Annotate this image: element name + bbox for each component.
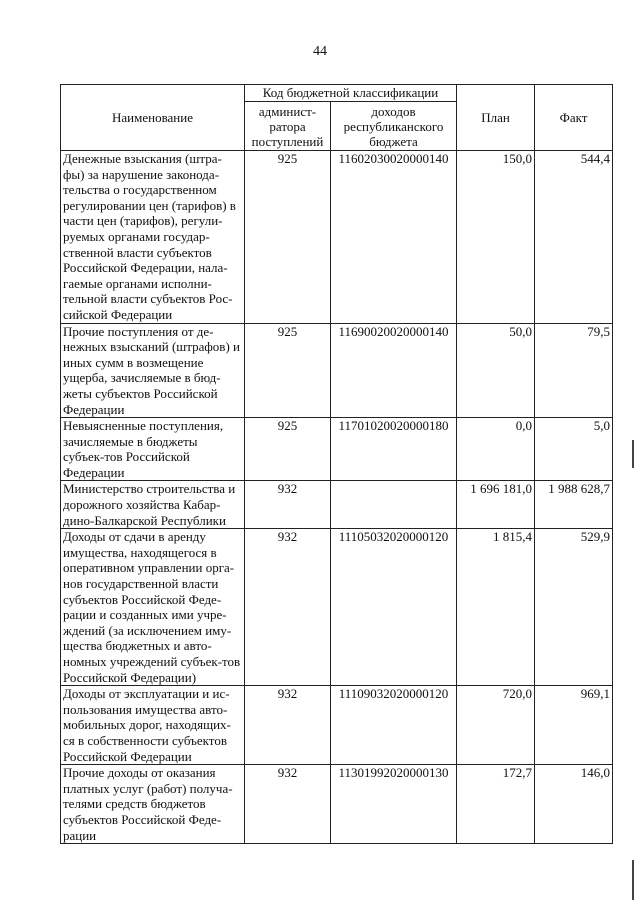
row-plan: 1 696 181,0 <box>457 481 535 529</box>
table-row <box>61 686 613 765</box>
row-admin-code: 925 <box>245 323 331 418</box>
row-plan: 50,0 <box>457 323 535 418</box>
header-administrator: админист-ратора поступлений <box>245 102 331 151</box>
row-revenue-code: 11701020020000180 <box>331 418 457 481</box>
row-plan: 0,0 <box>457 418 535 481</box>
row-revenue-code <box>331 481 457 529</box>
row-plan: 150,0 <box>457 151 535 324</box>
table-row <box>61 481 613 529</box>
row-plan: 720,0 <box>457 686 535 765</box>
scan-edge-mark <box>632 860 634 900</box>
scan-edge-mark <box>632 440 634 468</box>
row-admin-code: 932 <box>245 686 331 765</box>
table-row <box>61 151 613 324</box>
row-plan: 1 815,4 <box>457 529 535 686</box>
row-fact: 544,4 <box>535 151 613 324</box>
row-admin-code: 932 <box>245 529 331 686</box>
table-row <box>61 529 613 686</box>
row-name: Денежные взыскания (штра-фы) за нарушение законода-тельства о государственном регулировании цен (тарифов) в части цен (тарифов), регули-руемых органами государ-ственной власти субъектов Российской Федерации, нала-гаемые органами исполни-тельной власти субъектов Рос-сийской Федерации <box>61 151 245 324</box>
row-name: Невыясненные поступления, зачисляемые в бюджеты субъек-тов Российской Федерации <box>61 418 245 481</box>
row-revenue-code: 11301992020000130 <box>331 765 457 844</box>
row-fact: 969,1 <box>535 686 613 765</box>
row-name: Прочие доходы от оказания платных услуг (работ) получа-телями средств бюджетов субъектов Российской Феде-рации <box>61 765 245 844</box>
header-plan: План <box>457 85 535 151</box>
row-revenue-code: 11105032020000120 <box>331 529 457 686</box>
header-fact: Факт <box>535 85 613 151</box>
row-admin-code: 925 <box>245 418 331 481</box>
revenue-table <box>60 84 613 844</box>
header-revenue-code: доходов республиканского бюджета <box>331 102 457 151</box>
table-body <box>61 151 613 844</box>
row-name: Министерство строительства и дорожного хозяйства Кабар-дино-Балкарской Республики <box>61 481 245 529</box>
row-revenue-code: 11690020020000140 <box>331 323 457 418</box>
row-admin-code: 932 <box>245 481 331 529</box>
row-admin-code: 925 <box>245 151 331 324</box>
row-revenue-code: 11109032020000120 <box>331 686 457 765</box>
row-revenue-code: 11602030020000140 <box>331 151 457 324</box>
row-fact: 5,0 <box>535 418 613 481</box>
row-name: Прочие поступления от де-нежных взысканий (штрафов) и иных сумм в возмещение ущерба, зачисляемые в бюд-жеты субъектов Российской Федерации <box>61 323 245 418</box>
header-budget-code: Код бюджетной классификации <box>245 85 457 102</box>
row-name: Доходы от сдачи в аренду имущества, находящегося в оперативном управлении орга-нов государственной власти субъектов Российской Феде-рации и созданных ими учре-ждений (за исключением иму-щества бюджетных и авто-номных учреждений субъек-тов Российской Федерации) <box>61 529 245 686</box>
table-row <box>61 765 613 844</box>
row-fact: 529,9 <box>535 529 613 686</box>
row-plan: 172,7 <box>457 765 535 844</box>
row-fact: 79,5 <box>535 323 613 418</box>
page-number: 44 <box>313 44 327 59</box>
row-admin-code: 932 <box>245 765 331 844</box>
header-name: Наименование <box>61 85 245 151</box>
row-fact: 146,0 <box>535 765 613 844</box>
table-row <box>61 323 613 418</box>
table-row <box>61 418 613 481</box>
row-name: Доходы от эксплуатации и ис-пользования имущества авто-мобильных дорог, находящих-ся в собственности субъектов Российской Федерации <box>61 686 245 765</box>
row-fact: 1 988 628,7 <box>535 481 613 529</box>
